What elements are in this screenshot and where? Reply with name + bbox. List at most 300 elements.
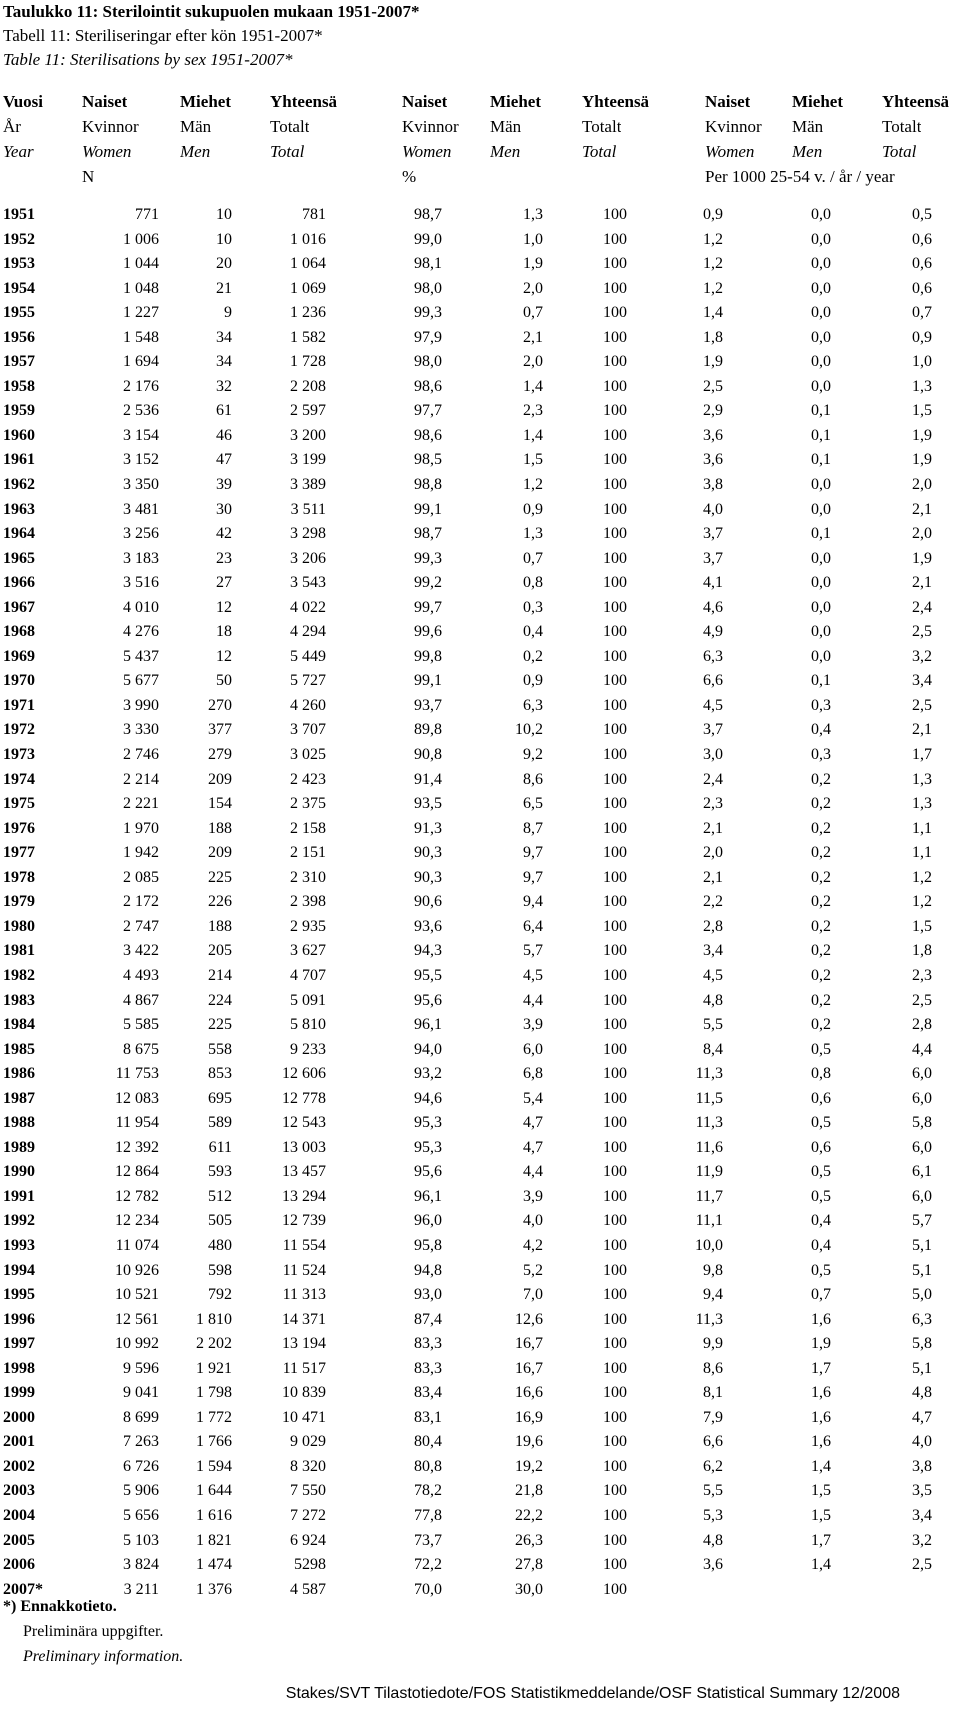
value-cell: 100 — [603, 402, 627, 420]
value-cell: 4,8 — [703, 1531, 723, 1549]
value-cell: 3,7 — [703, 721, 723, 739]
value-cell: 7,9 — [703, 1408, 723, 1426]
value-cell: 1,7 — [912, 746, 932, 764]
value-cell: 0,6 — [811, 1138, 831, 1156]
value-cell: 30 — [216, 500, 232, 518]
value-cell: 34 — [216, 328, 232, 346]
value-cell: 19,6 — [515, 1433, 543, 1451]
table-row — [0, 1430, 960, 1455]
value-cell: 0,8 — [523, 574, 543, 592]
year-cell: 1984 — [3, 1016, 35, 1034]
value-cell: 0,5 — [811, 1163, 831, 1181]
value-cell: 2 202 — [196, 1335, 232, 1353]
value-cell: 4 867 — [123, 991, 159, 1009]
value-cell: 4,5 — [523, 966, 543, 984]
value-cell: 5,1 — [912, 1359, 932, 1377]
value-cell: 0,5 — [811, 1114, 831, 1132]
header-row-finnish — [0, 89, 960, 114]
value-cell: 100 — [603, 1138, 627, 1156]
year-cell: 2000 — [3, 1408, 35, 1426]
year-cell: 1976 — [3, 819, 35, 837]
value-cell: 214 — [208, 966, 232, 984]
value-cell: 94,3 — [414, 942, 442, 960]
value-cell: 853 — [208, 1065, 232, 1083]
year-cell: 1993 — [3, 1236, 35, 1254]
value-cell: 11,1 — [695, 1212, 723, 1230]
value-cell: 1,5 — [523, 451, 543, 469]
value-cell: 14 371 — [282, 1310, 326, 1328]
value-cell: 12,6 — [515, 1310, 543, 1328]
value-cell: 5 656 — [123, 1506, 159, 1524]
value-cell: 9,4 — [703, 1286, 723, 1304]
value-cell: 0,0 — [811, 598, 831, 616]
value-cell: 13 457 — [282, 1163, 326, 1181]
value-cell: 83,3 — [414, 1335, 442, 1353]
header-cell: Women — [705, 142, 755, 161]
value-cell: 0,4 — [811, 1212, 831, 1230]
value-cell: 80,8 — [414, 1457, 442, 1475]
value-cell: 3 154 — [123, 426, 159, 444]
value-cell: 2,1 — [703, 819, 723, 837]
table-row — [0, 1529, 960, 1554]
table-row — [0, 964, 960, 989]
value-cell: 1 772 — [196, 1408, 232, 1426]
value-cell: 100 — [603, 304, 627, 322]
value-cell: 0,0 — [811, 476, 831, 494]
value-cell: 792 — [208, 1286, 232, 1304]
value-cell: 2 746 — [123, 746, 159, 764]
value-cell: 16,9 — [515, 1408, 543, 1426]
value-cell: 188 — [208, 917, 232, 935]
value-cell: 2 151 — [290, 844, 326, 862]
value-cell: 5 677 — [123, 672, 159, 690]
year-cell: 1977 — [3, 844, 35, 862]
value-cell: 225 — [208, 868, 232, 886]
year-cell: 2007* — [3, 1580, 43, 1598]
value-cell: 11 554 — [282, 1236, 326, 1254]
value-cell: 1 810 — [196, 1310, 232, 1328]
value-cell: 10 — [216, 230, 232, 248]
header-cell: Miehet — [792, 92, 843, 111]
value-cell: 6 726 — [123, 1457, 159, 1475]
year-cell: 1979 — [3, 893, 35, 911]
value-cell: 100 — [603, 500, 627, 518]
value-cell: 5 585 — [123, 1016, 159, 1034]
value-cell: 50 — [216, 672, 232, 690]
value-cell: 2 536 — [123, 402, 159, 420]
footnotes — [3, 1594, 183, 1669]
year-cell: 2004 — [3, 1506, 35, 1524]
table-row — [0, 1357, 960, 1382]
year-cell: 1961 — [3, 451, 35, 469]
value-cell: 0,0 — [811, 377, 831, 395]
value-cell: 1,6 — [811, 1433, 831, 1451]
value-cell: 95,6 — [414, 1163, 442, 1181]
year-cell: 1986 — [3, 1065, 35, 1083]
value-cell: 0,1 — [811, 672, 831, 690]
value-cell: 99,7 — [414, 598, 442, 616]
value-cell: 209 — [208, 844, 232, 862]
value-cell: 2,5 — [912, 696, 932, 714]
title-swedish: Tabell 11: Steriliseringar efter kön 1951-2007* — [3, 26, 323, 45]
value-cell: 0,0 — [811, 206, 831, 223]
value-cell: 11,3 — [695, 1114, 723, 1132]
value-cell: 11,9 — [695, 1163, 723, 1181]
value-cell: 96,1 — [414, 1187, 442, 1205]
value-cell: 2,5 — [912, 991, 932, 1009]
value-cell: 61 — [216, 402, 232, 420]
table-row — [0, 718, 960, 743]
value-cell: 4 707 — [290, 966, 326, 984]
value-cell: 23 — [216, 549, 232, 567]
value-cell: 1,4 — [523, 377, 543, 395]
value-cell: 94,0 — [414, 1040, 442, 1058]
value-cell: 6,4 — [523, 917, 543, 935]
value-cell: 3,8 — [703, 476, 723, 494]
value-cell: 0,2 — [811, 991, 831, 1009]
value-cell: 1 728 — [290, 353, 326, 371]
title-english: Table 11: Sterilisations by sex 1951-2007* — [3, 50, 293, 69]
value-cell: 2 172 — [123, 893, 159, 911]
table-row — [0, 768, 960, 793]
value-cell: 12 543 — [282, 1114, 326, 1132]
table-row — [0, 547, 960, 572]
value-cell: 100 — [603, 819, 627, 837]
table-row — [0, 448, 960, 473]
value-cell: 1,6 — [811, 1408, 831, 1426]
table-row — [0, 522, 960, 547]
value-cell: 4,7 — [912, 1408, 932, 1426]
value-cell: 100 — [603, 696, 627, 714]
value-cell: 0,2 — [811, 795, 831, 813]
value-cell: 3,9 — [523, 1016, 543, 1034]
value-cell: 99,2 — [414, 574, 442, 592]
value-cell: 22,2 — [515, 1506, 543, 1524]
value-cell: 11 074 — [115, 1236, 159, 1254]
value-cell: 2 214 — [123, 770, 159, 788]
value-cell: 1,2 — [912, 868, 932, 886]
year-cell: 1968 — [3, 623, 35, 641]
table-row — [0, 1504, 960, 1529]
value-cell: 3 481 — [123, 500, 159, 518]
value-cell: 100 — [603, 1384, 627, 1402]
value-cell: 12 392 — [115, 1138, 159, 1156]
table-row — [0, 571, 960, 596]
value-cell: 98,7 — [414, 206, 442, 223]
value-cell: 3 389 — [290, 476, 326, 494]
value-cell: 1,7 — [811, 1531, 831, 1549]
value-cell: 99,1 — [414, 672, 442, 690]
value-cell: 1 766 — [196, 1433, 232, 1451]
value-cell: 70,0 — [414, 1580, 442, 1598]
value-cell: 93,6 — [414, 917, 442, 935]
value-cell: 21 — [216, 279, 232, 297]
value-cell: 4 010 — [123, 598, 159, 616]
header-cell: Total — [270, 142, 305, 161]
value-cell: 1,2 — [912, 893, 932, 911]
value-cell: 7,0 — [523, 1286, 543, 1304]
value-cell: 11,3 — [695, 1065, 723, 1083]
value-cell: 0,9 — [523, 500, 543, 518]
header-cell: Totalt — [270, 117, 310, 136]
value-cell: 1 548 — [123, 328, 159, 346]
value-cell: 2,1 — [912, 721, 932, 739]
value-cell: 95,3 — [414, 1114, 442, 1132]
value-cell: 1,9 — [523, 255, 543, 273]
value-cell: 0,2 — [811, 868, 831, 886]
value-cell: 100 — [603, 230, 627, 248]
header-cell: Kvinnor — [82, 117, 139, 136]
value-cell: 0,2 — [811, 819, 831, 837]
value-cell: 89,8 — [414, 721, 442, 739]
table-row — [0, 645, 960, 670]
value-cell: 95,6 — [414, 991, 442, 1009]
value-cell: 100 — [603, 795, 627, 813]
value-cell: 93,0 — [414, 1286, 442, 1304]
value-cell: 4 294 — [290, 623, 326, 641]
value-cell: 83,1 — [414, 1408, 442, 1426]
value-cell: 4,5 — [703, 696, 723, 714]
value-cell: 1,5 — [811, 1506, 831, 1524]
year-cell: 1997 — [3, 1335, 35, 1353]
value-cell: 100 — [603, 868, 627, 886]
value-cell: 2 310 — [290, 868, 326, 886]
table-row — [0, 890, 960, 915]
value-cell: 0,7 — [523, 304, 543, 322]
value-cell: 3 298 — [290, 525, 326, 543]
value-cell: 3,4 — [912, 672, 932, 690]
value-cell: 0,2 — [523, 647, 543, 665]
table-row — [0, 841, 960, 866]
value-cell: 3,5 — [912, 1482, 932, 1500]
value-cell: 100 — [603, 1433, 627, 1451]
value-cell: 0,0 — [811, 623, 831, 641]
value-cell: 11 313 — [282, 1286, 326, 1304]
table-row — [0, 424, 960, 449]
value-cell: 1 821 — [196, 1531, 232, 1549]
value-cell: 1 616 — [196, 1506, 232, 1524]
value-cell: 4 587 — [290, 1580, 326, 1598]
table-row — [0, 1479, 960, 1504]
value-cell: 1,0 — [912, 353, 932, 371]
year-cell: 1992 — [3, 1212, 35, 1230]
value-cell: 1,9 — [912, 426, 932, 444]
value-cell: 9 — [224, 304, 232, 322]
value-cell: 4,8 — [912, 1384, 932, 1402]
header-cell: Miehet — [180, 92, 231, 111]
year-cell: 1966 — [3, 574, 35, 592]
value-cell: 2,1 — [703, 868, 723, 886]
value-cell: 83,3 — [414, 1359, 442, 1377]
value-cell: 0,0 — [811, 328, 831, 346]
value-cell: 0,6 — [912, 255, 932, 273]
note-finnish: *) Ennakkotieto. — [3, 1598, 117, 1615]
title-finnish: Taulukko 11: Sterilointit sukupuolen mukaan 1951-2007* — [3, 2, 420, 21]
value-cell: 1 006 — [123, 230, 159, 248]
unit-count-label: N — [82, 167, 95, 186]
value-cell: 16,7 — [515, 1359, 543, 1377]
value-cell: 12 — [216, 598, 232, 616]
value-cell: 5,7 — [912, 1212, 932, 1230]
value-cell: 5 103 — [123, 1531, 159, 1549]
value-cell: 100 — [603, 1359, 627, 1377]
value-cell: 3,4 — [912, 1506, 932, 1524]
value-cell: 5,2 — [523, 1261, 543, 1279]
unit-rate-label: Per 1000 25-54 v. / år / year — [705, 167, 895, 186]
value-cell: 0,0 — [811, 304, 831, 322]
value-cell: 10 521 — [115, 1286, 159, 1304]
table-row — [0, 866, 960, 891]
value-cell: 270 — [208, 696, 232, 714]
value-cell: 4,0 — [912, 1433, 932, 1451]
value-cell: 1,2 — [703, 279, 723, 297]
table-row — [0, 1038, 960, 1063]
value-cell: 0,4 — [811, 721, 831, 739]
value-cell: 6,3 — [703, 647, 723, 665]
table-row — [0, 1308, 960, 1333]
value-cell: 100 — [603, 1187, 627, 1205]
value-cell: 9,7 — [523, 844, 543, 862]
value-cell: 1 942 — [123, 844, 159, 862]
table-row — [0, 1455, 960, 1480]
value-cell: 93,7 — [414, 696, 442, 714]
value-cell: 0,2 — [811, 1016, 831, 1034]
value-cell: 6,0 — [912, 1138, 932, 1156]
year-cell: 1955 — [3, 304, 35, 322]
value-cell: 1,0 — [523, 230, 543, 248]
value-cell: 4,4 — [912, 1040, 932, 1058]
value-cell: 0,5 — [811, 1261, 831, 1279]
value-cell: 1,4 — [811, 1457, 831, 1475]
year-cell: 1996 — [3, 1310, 35, 1328]
value-cell: 100 — [603, 377, 627, 395]
value-cell: 1,9 — [912, 549, 932, 567]
value-cell: 1,1 — [912, 819, 932, 837]
value-cell: 3 199 — [290, 451, 326, 469]
value-cell: 2,1 — [912, 574, 932, 592]
value-cell: 2,3 — [912, 966, 932, 984]
value-cell: 3,2 — [912, 647, 932, 665]
table-row — [0, 817, 960, 842]
value-cell: 3 511 — [290, 500, 326, 518]
value-cell: 10 — [216, 206, 232, 223]
value-cell: 99,3 — [414, 304, 442, 322]
table-row — [0, 1185, 960, 1210]
note-english: Preliminary information. — [23, 1648, 184, 1665]
value-cell: 4,7 — [523, 1114, 543, 1132]
value-cell: 1 694 — [123, 353, 159, 371]
value-cell: 0,5 — [811, 1187, 831, 1205]
value-cell: 95,3 — [414, 1138, 442, 1156]
value-cell: 4,4 — [523, 991, 543, 1009]
value-cell: 0,7 — [523, 549, 543, 567]
value-cell: 100 — [603, 1482, 627, 1500]
value-cell: 98,8 — [414, 476, 442, 494]
value-cell: 1 227 — [123, 304, 159, 322]
value-cell: 100 — [603, 1040, 627, 1058]
value-cell: 90,3 — [414, 844, 442, 862]
page-footer — [0, 1683, 960, 1705]
value-cell: 0,9 — [703, 206, 723, 223]
value-cell: 47 — [216, 451, 232, 469]
value-cell: 0,3 — [523, 598, 543, 616]
table-row — [0, 228, 960, 253]
value-cell: 1 236 — [290, 304, 326, 322]
value-cell: 3,6 — [703, 426, 723, 444]
value-cell: 0,2 — [811, 893, 831, 911]
header-cell: Men — [792, 142, 823, 161]
value-cell: 3 824 — [123, 1556, 159, 1574]
table-row — [0, 301, 960, 326]
value-cell: 100 — [603, 1335, 627, 1353]
header-cell: Naiset — [705, 92, 751, 111]
year-cell: 1959 — [3, 402, 35, 420]
table-row — [0, 939, 960, 964]
value-cell: 5,3 — [703, 1506, 723, 1524]
header-cell: Kvinnor — [402, 117, 459, 136]
value-cell: 598 — [208, 1261, 232, 1279]
value-cell: 4,7 — [523, 1138, 543, 1156]
value-cell: 3,4 — [703, 942, 723, 960]
value-cell: 100 — [603, 279, 627, 297]
value-cell: 0,3 — [811, 696, 831, 714]
table-row — [0, 915, 960, 940]
value-cell: 100 — [603, 721, 627, 739]
value-cell: 0,0 — [811, 549, 831, 567]
value-cell: 5,1 — [912, 1236, 932, 1254]
value-cell: 0,3 — [811, 746, 831, 764]
value-cell: 6,0 — [912, 1089, 932, 1107]
value-cell: 2,5 — [912, 623, 932, 641]
value-cell: 2 597 — [290, 402, 326, 420]
value-cell: 2,8 — [912, 1016, 932, 1034]
value-cell: 0,7 — [811, 1286, 831, 1304]
year-cell: 1982 — [3, 966, 35, 984]
value-cell: 13 003 — [282, 1138, 326, 1156]
value-cell: 2,1 — [523, 328, 543, 346]
value-cell: 3 152 — [123, 451, 159, 469]
value-cell: 0,2 — [811, 942, 831, 960]
value-cell: 91,3 — [414, 819, 442, 837]
value-cell: 4,8 — [703, 991, 723, 1009]
table-row — [0, 1136, 960, 1161]
value-cell: 4,5 — [703, 966, 723, 984]
value-cell: 5 906 — [123, 1482, 159, 1500]
header-cell: Men — [180, 142, 211, 161]
value-cell: 100 — [603, 1016, 627, 1034]
value-cell: 99,8 — [414, 647, 442, 665]
header-row-english — [0, 139, 960, 164]
year-cell: 1972 — [3, 721, 35, 739]
year-cell: 1964 — [3, 525, 35, 543]
value-cell: 0,5 — [912, 206, 932, 223]
value-cell: 90,3 — [414, 868, 442, 886]
value-cell: 0,9 — [523, 672, 543, 690]
value-cell: 42 — [216, 525, 232, 543]
year-cell: 1999 — [3, 1384, 35, 1402]
value-cell: 93,2 — [414, 1065, 442, 1083]
value-cell: 2,0 — [912, 525, 932, 543]
value-cell: 10 992 — [115, 1335, 159, 1353]
year-cell: 2006 — [3, 1556, 35, 1574]
value-cell: 1,9 — [811, 1335, 831, 1353]
table-row — [0, 375, 960, 400]
value-cell: 5,7 — [523, 942, 543, 960]
value-cell: 8 699 — [123, 1408, 159, 1426]
year-cell: 1975 — [3, 795, 35, 813]
value-cell: 9 029 — [290, 1433, 326, 1451]
value-cell: 3 350 — [123, 476, 159, 494]
